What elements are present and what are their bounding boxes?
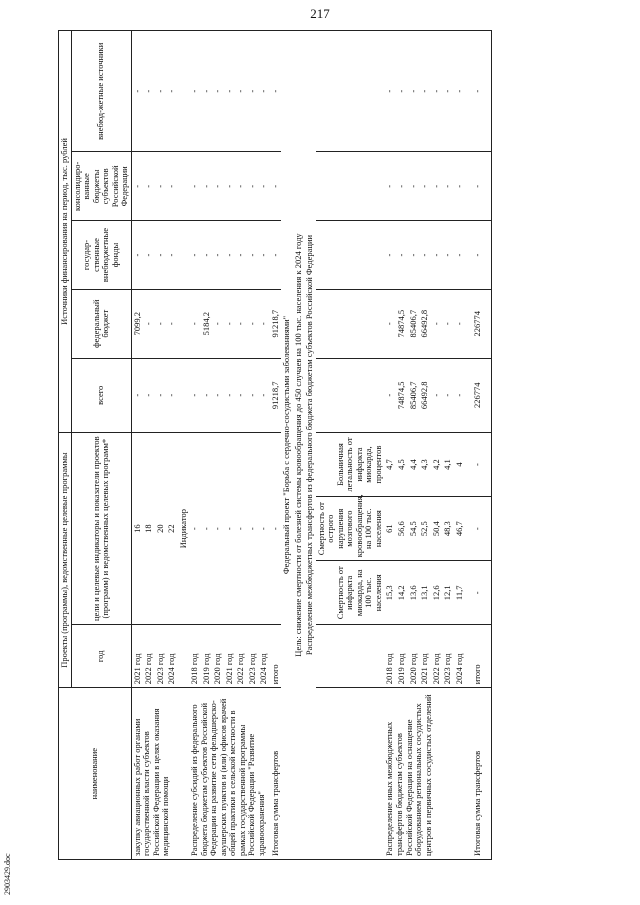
- cell-extrabudget: -: [201, 31, 213, 152]
- cell-indicator-b: 50,4: [431, 497, 443, 561]
- cell-year: итого: [270, 625, 282, 688]
- header-indicators: цели и целевые индикаторы и показатели проектов (программ) и ведомственных целевых программ*: [71, 432, 131, 624]
- section-row: [304, 31, 316, 860]
- cell-year: 2023 год: [155, 625, 167, 688]
- cell-federal: 74874,5: [396, 289, 408, 358]
- cell-indicator: -: [258, 432, 270, 624]
- cell-federal: 5184,2: [201, 289, 213, 358]
- cell-indicator: -: [201, 432, 213, 624]
- table-row: [189, 31, 201, 860]
- subheader-mi-mortality: Смертность от инфаркта миокарда, на 100 тыс. населения: [316, 561, 385, 625]
- cell-year: 2021 год: [224, 625, 236, 688]
- cell-regional: -: [143, 152, 155, 221]
- cell-total: -: [155, 358, 167, 432]
- cell-extrabudget: -: [431, 31, 443, 152]
- cell-indicator-c: 4,4: [408, 432, 420, 496]
- cell-year: 2018 год: [189, 625, 201, 688]
- cell-regional: -: [442, 152, 454, 221]
- cell-year: 2023 год: [442, 625, 454, 688]
- cell-indicator-c: 4,5: [396, 432, 408, 496]
- cell-regional: -: [189, 152, 201, 221]
- cell-indicator: -: [235, 432, 247, 624]
- cell-indicator-b: 56,6: [396, 497, 408, 561]
- cell-state-funds: -: [258, 221, 270, 290]
- cell-total: -: [143, 358, 155, 432]
- header-sources: Источники финансирования на период, тыс. рублей: [59, 31, 72, 433]
- cell-indicator-a: 13,1: [419, 561, 431, 625]
- cell-federal: -: [235, 289, 247, 358]
- cell-extrabudget: -: [224, 31, 236, 152]
- cell-extrabudget: -: [166, 31, 178, 152]
- header-projects: Проекты (программы), ведомственные целевые программы: [59, 432, 72, 687]
- cell-indicator: 20: [155, 432, 167, 624]
- cell-year: 2021 год: [131, 625, 143, 688]
- cell-federal: -: [166, 289, 178, 358]
- cell-indicator-b: -: [472, 497, 484, 561]
- cell-indicator-b: 46,7: [454, 497, 466, 561]
- cell-regional: -: [472, 152, 484, 221]
- header-state-funds: государ-ственные внебюджетные фонды: [71, 221, 131, 290]
- cell-indicator-a: 12,6: [431, 561, 443, 625]
- row-name: Итоговая сумма трансфертов: [472, 688, 484, 860]
- cell-extrabudget: -: [131, 31, 143, 152]
- cell-total: -: [189, 358, 201, 432]
- cell-total: -: [442, 358, 454, 432]
- cell-federal: 7099,2: [131, 289, 143, 358]
- subheader-stroke-mortality: Смертность от острого нарушения мозгового кровообращения, на 100 тыс. населения: [316, 497, 385, 561]
- cell-indicator-a: 11,7: [454, 561, 466, 625]
- cell-extrabudget: -: [442, 31, 454, 152]
- cell-state-funds: -: [247, 221, 259, 290]
- cell-state-funds: -: [155, 221, 167, 290]
- cell-indicator-a: 15,3: [384, 561, 396, 625]
- cell-indicator: -: [212, 432, 224, 624]
- page-number: 217: [310, 6, 330, 21]
- cell-indicator-c: 4,3: [419, 432, 431, 496]
- cell-federal: -: [454, 289, 466, 358]
- cell-indicator-a: 14,2: [396, 561, 408, 625]
- cell-indicator-b: 61: [384, 497, 396, 561]
- cell-federal: 226774: [472, 289, 484, 358]
- cell-state-funds: -: [201, 221, 213, 290]
- indicator-label: Индикатор: [178, 432, 190, 624]
- cell-regional: -: [201, 152, 213, 221]
- cell-federal: -: [212, 289, 224, 358]
- cell-total: 85406,7: [408, 358, 420, 432]
- cell-indicator: -: [270, 432, 282, 624]
- cell-state-funds: -: [472, 221, 484, 290]
- cell-year: 2022 год: [143, 625, 155, 688]
- cell-year: 2020 год: [212, 625, 224, 688]
- cell-state-funds: -: [419, 221, 431, 290]
- cell-regional: -: [258, 152, 270, 221]
- cell-indicator-c: -: [472, 432, 484, 496]
- cell-state-funds: -: [431, 221, 443, 290]
- table-row: [178, 31, 190, 860]
- federal-project-title: Федеральный проект "Борьба с сердечно-сосудистыми заболеваниями": [281, 31, 293, 860]
- cell-state-funds: -: [143, 221, 155, 290]
- cell-regional: -: [384, 152, 396, 221]
- cell-state-funds: -: [212, 221, 224, 290]
- cell-total: 74874,5: [396, 358, 408, 432]
- cell-extrabudget: -: [419, 31, 431, 152]
- section-distribution: Распределение межбюджетных трансфертов из федерального бюджета бюджетам субъектов Российской Федерации: [304, 31, 316, 860]
- cell-extrabudget: -: [155, 31, 167, 152]
- header-name: наименование: [59, 688, 132, 860]
- cell-federal: -: [143, 289, 155, 358]
- cell-state-funds: -: [384, 221, 396, 290]
- financing-table: [58, 30, 492, 860]
- cell-extrabudget: -: [212, 31, 224, 152]
- cell-extrabudget: -: [258, 31, 270, 152]
- cell-regional: -: [408, 152, 420, 221]
- cell-indicator: -: [189, 432, 201, 624]
- header-total: всего: [71, 358, 131, 432]
- subheader-hospital-lethality: Больничная летальность от инфаркта миокарда, процентов: [316, 432, 385, 496]
- total-row: [270, 31, 282, 860]
- cell-total: -: [235, 358, 247, 432]
- cell-indicator: 16: [131, 432, 143, 624]
- section-row: [293, 31, 305, 860]
- cell-federal: -: [189, 289, 201, 358]
- cell-state-funds: -: [166, 221, 178, 290]
- row-name: Итоговая сумма трансфертов: [270, 688, 282, 860]
- cell-state-funds: -: [454, 221, 466, 290]
- cell-indicator: -: [224, 432, 236, 624]
- cell-state-funds: -: [131, 221, 143, 290]
- cell-total: -: [131, 358, 143, 432]
- header-extrabudget: внебюд-жетные источники: [71, 31, 131, 152]
- cell-indicator-c: 4,2: [431, 432, 443, 496]
- cell-federal: -: [247, 289, 259, 358]
- document-filename: 2903429.doc: [3, 853, 12, 895]
- cell-total: -: [201, 358, 213, 432]
- cell-indicator: 18: [143, 432, 155, 624]
- row-name: Распределение субсидий из федерального бюджета бюджетам субъектов Российской Федерации на развитие сети фельдшерско-акушерских пунктов и (или) офисов врачей общей практики в сельской местности в рамках государственной программы Российской Федерации "Развитие здравоохранения": [189, 688, 270, 860]
- cell-regional: -: [224, 152, 236, 221]
- table-row: [131, 31, 143, 860]
- cell-federal: -: [224, 289, 236, 358]
- cell-indicator: -: [247, 432, 259, 624]
- cell-state-funds: -: [189, 221, 201, 290]
- cell-regional: -: [396, 152, 408, 221]
- cell-total: 226774: [472, 358, 484, 432]
- cell-extrabudget: -: [189, 31, 201, 152]
- cell-total: 66492,8: [419, 358, 431, 432]
- cell-indicator-b: 54,5: [408, 497, 420, 561]
- cell-state-funds: -: [270, 221, 282, 290]
- cell-year: 2021 год: [419, 625, 431, 688]
- header-federal: федеральный бюджет: [71, 289, 131, 358]
- cell-total: 91218,7: [270, 358, 282, 432]
- cell-regional: -: [155, 152, 167, 221]
- cell-indicator-b: 52,5: [419, 497, 431, 561]
- cell-year: 2020 год: [408, 625, 420, 688]
- table-row: [316, 31, 385, 860]
- row-name: закупку авиационных работ органами государственной власти субъектов Российской Федерации в целях оказания медицинской помощи: [131, 688, 178, 860]
- cell-federal: -: [384, 289, 396, 358]
- section-goal: Цель: снижение смертности от болезней системы кровообращения до 450 случаев на 100 тыс. населения к 2024 году: [293, 31, 305, 860]
- cell-federal: 91218,7: [270, 289, 282, 358]
- cell-extrabudget: -: [143, 31, 155, 152]
- cell-regional: -: [235, 152, 247, 221]
- cell-extrabudget: -: [396, 31, 408, 152]
- cell-year: 2024 год: [166, 625, 178, 688]
- cell-extrabudget: -: [270, 31, 282, 152]
- cell-indicator-a: -: [472, 561, 484, 625]
- cell-extrabudget: -: [408, 31, 420, 152]
- cell-year: 2019 год: [396, 625, 408, 688]
- cell-regional: -: [454, 152, 466, 221]
- cell-federal: -: [431, 289, 443, 358]
- table-row: [384, 31, 396, 860]
- cell-total: -: [212, 358, 224, 432]
- cell-state-funds: -: [408, 221, 420, 290]
- cell-total: -: [166, 358, 178, 432]
- cell-extrabudget: -: [247, 31, 259, 152]
- cell-year: 2023 год: [247, 625, 259, 688]
- cell-indicator-b: 48,3: [442, 497, 454, 561]
- cell-total: -: [431, 358, 443, 432]
- cell-indicator-a: 12,1: [442, 561, 454, 625]
- cell-extrabudget: -: [384, 31, 396, 152]
- cell-regional: -: [131, 152, 143, 221]
- cell-indicator-c: 4,1: [442, 432, 454, 496]
- cell-indicator-c: 4,7: [384, 432, 396, 496]
- cell-year: 2024 год: [258, 625, 270, 688]
- cell-indicator-a: 13,6: [408, 561, 420, 625]
- cell-state-funds: -: [224, 221, 236, 290]
- cell-year: 2022 год: [431, 625, 443, 688]
- cell-federal: -: [258, 289, 270, 358]
- cell-year: 2022 год: [235, 625, 247, 688]
- total-row: [472, 31, 484, 860]
- cell-extrabudget: -: [235, 31, 247, 152]
- cell-regional: -: [212, 152, 224, 221]
- cell-total: -: [258, 358, 270, 432]
- cell-extrabudget: -: [454, 31, 466, 152]
- cell-regional: -: [166, 152, 178, 221]
- cell-regional: -: [247, 152, 259, 221]
- cell-year: итого: [472, 625, 484, 688]
- header-regional: консолидиро-ванные бюджеты субъектов Российской Федерации: [71, 152, 131, 221]
- cell-federal: 85406,7: [408, 289, 420, 358]
- cell-indicator: 22: [166, 432, 178, 624]
- cell-year: 2024 год: [454, 625, 466, 688]
- section-row: [281, 31, 293, 860]
- cell-regional: -: [419, 152, 431, 221]
- cell-regional: -: [270, 152, 282, 221]
- rotated-table-container: [58, 30, 618, 860]
- cell-total: -: [454, 358, 466, 432]
- cell-federal: -: [442, 289, 454, 358]
- cell-indicator-c: 4: [454, 432, 466, 496]
- cell-total: -: [247, 358, 259, 432]
- cell-regional: -: [431, 152, 443, 221]
- cell-state-funds: -: [396, 221, 408, 290]
- header-year: год: [71, 625, 131, 688]
- cell-federal: -: [155, 289, 167, 358]
- cell-total: -: [224, 358, 236, 432]
- cell-year: 2019 год: [201, 625, 213, 688]
- cell-federal: 66492,8: [419, 289, 431, 358]
- row-name: Распределение иных межбюджетных трансфертов бюджетам субъектов Российской Федерации на оснащение оборудованием региональных сосудистых центров и первичных сосудистых отделений: [384, 688, 465, 860]
- cell-year: 2018 год: [384, 625, 396, 688]
- cell-total: -: [384, 358, 396, 432]
- cell-state-funds: -: [235, 221, 247, 290]
- cell-state-funds: -: [442, 221, 454, 290]
- cell-extrabudget: -: [472, 31, 484, 152]
